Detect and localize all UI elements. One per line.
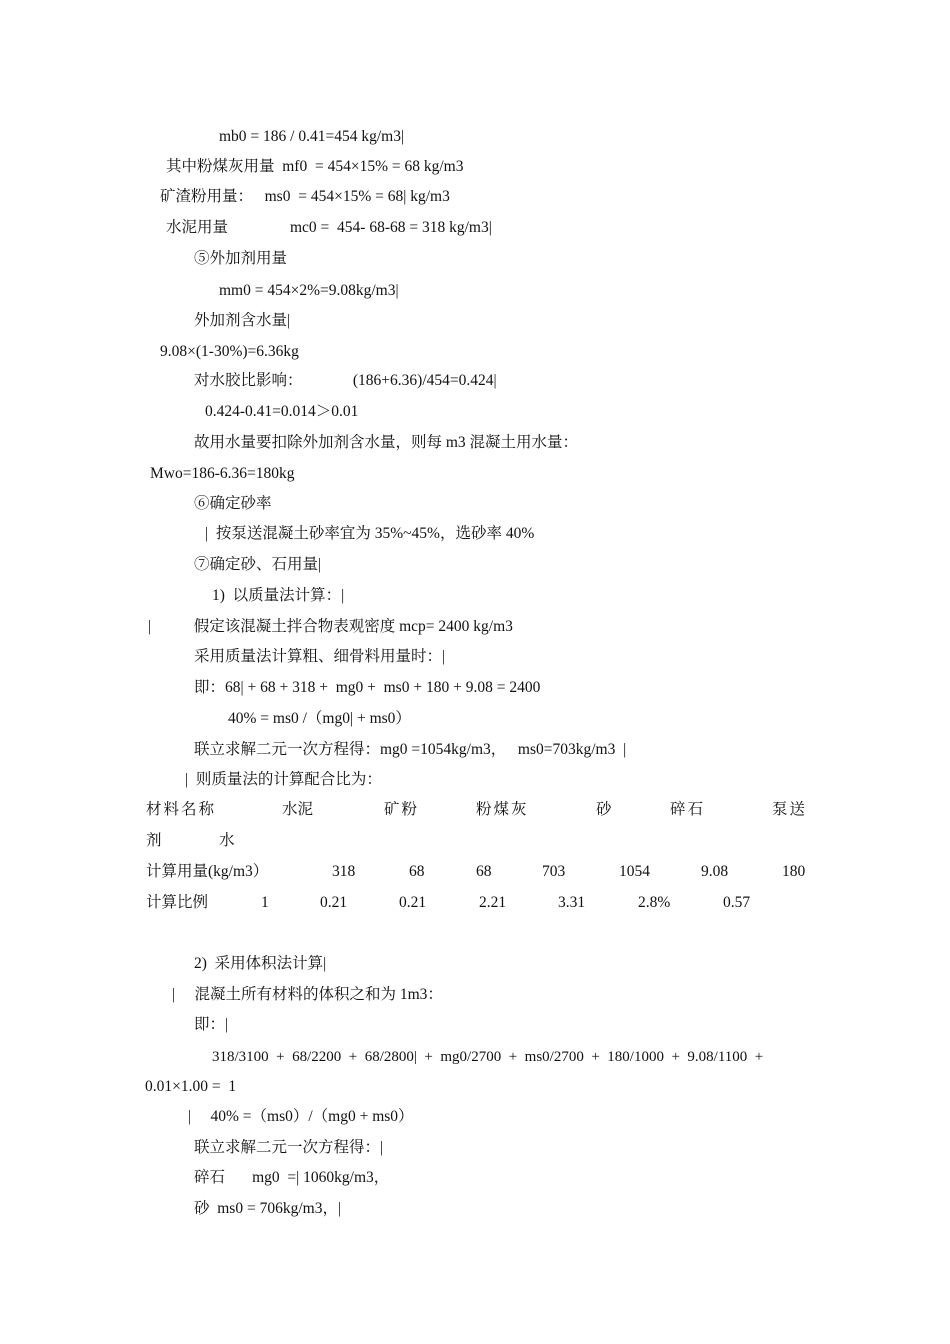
text-line: 即：|: [194, 1016, 229, 1033]
table-cell: 0.57: [723, 894, 751, 911]
text-line: ⑦确定砂、石用量|: [194, 556, 322, 573]
table-row-label: 计算比例: [146, 894, 209, 911]
text-line: ⑤外加剂用量: [194, 250, 288, 267]
text-line: 9.08×(1-30%)=6.36kg: [160, 343, 299, 360]
text-line: 0.01×1.00 = 1: [145, 1078, 237, 1095]
table-header-cell: 材料名称: [146, 801, 217, 818]
text-line: 外加剂含水量|: [194, 312, 291, 329]
text-line: | 则质量法的计算配合比为：: [185, 771, 382, 788]
text-line: 对水胶比影响： (186+6.36)/454=0.424|: [194, 372, 497, 389]
table-header-cell: 水: [219, 832, 235, 849]
table-header-cell: 粉煤灰: [476, 801, 529, 818]
text-line: 联立求解二元一次方程得：mg0 =1054kg/m3， ms0=703kg/m3 |: [194, 741, 627, 758]
text-line: 其中粉煤灰用量 mf0 = 454×15% = 68 kg/m3: [166, 158, 464, 175]
text-line: | 混凝土所有材料的体积之和为 1m3：: [172, 986, 443, 1003]
text-line: 318/3100 + 68/2200 + 68/2800| + mg0/2700 + ms0/2700 + 180/1000 + 9.08/1100 +: [212, 1049, 764, 1065]
table-row-label: 计算用量(kg/m3）: [146, 863, 269, 880]
table-cell: 2.8%: [638, 894, 671, 911]
table-header-cell: 碎石: [670, 801, 706, 818]
text-line: 即：68| + 68 + 318 + mg0 + ms0 + 180 + 9.08 = 2400: [194, 679, 541, 696]
table-cell: 68: [409, 863, 425, 880]
table-header-cell: 矿粉: [384, 801, 420, 818]
table-cell: 318: [332, 863, 356, 880]
text-line: ⑥确定砂率: [194, 495, 272, 512]
text-line: | 假定该混凝土拌合物表观密度 mcp= 2400 kg/m3: [148, 618, 513, 635]
table-header-cell: 砂: [596, 801, 612, 818]
text-line: 矿渣粉用量： ms0 = 454×15% = 68| kg/m3: [160, 188, 450, 205]
text-line: 联立求解二元一次方程得：|: [194, 1139, 384, 1156]
table-cell: 1: [261, 894, 269, 911]
text-line: 故用水量要扣除外加剂含水量，则每 m3 混凝土用水量：: [194, 434, 579, 451]
table-cell: 180: [782, 863, 806, 880]
text-line: Mwo=186-6.36=180kg: [150, 465, 295, 482]
text-line: 40% = ms0 /（mg0| + ms0）: [228, 710, 411, 727]
table-header-cell: 剂: [146, 832, 162, 849]
text-line: 采用质量法计算粗、细骨料用量时：|: [194, 648, 446, 665]
text-line: 水泥用量 mc0 = 454- 68-68 = 318 kg/m3|: [166, 219, 492, 236]
text-line: | 40% =（ms0）/（mg0 + ms0）: [188, 1108, 414, 1125]
table-header-cell: 泵送: [772, 801, 808, 818]
text-line: | 按泵送混凝土砂率宜为 35%~45%，选砂率 40%: [205, 525, 535, 542]
table-cell: 2.21: [479, 894, 507, 911]
text-line: mb0 = 186 / 0.41=454 kg/m3|: [219, 128, 405, 145]
text-line: 砂 ms0 = 706kg/m3，|: [194, 1200, 342, 1217]
table-cell: 1054: [619, 863, 650, 880]
table-cell: 9.08: [701, 863, 729, 880]
text-line: 0.424-0.41=0.014＞0.01: [205, 403, 359, 420]
text-line: 碎石 mg0 =| 1060kg/m3，: [194, 1169, 390, 1186]
table-cell: 3.31: [558, 894, 586, 911]
table-cell: 68: [476, 863, 492, 880]
text-line: 1) 以质量法计算：|: [212, 587, 345, 604]
table-cell: 0.21: [399, 894, 427, 911]
text-line: mm0 = 454×2%=9.08kg/m3|: [219, 282, 399, 299]
table-cell: 703: [542, 863, 566, 880]
text-line: 2) 采用体积法计算|: [194, 955, 327, 972]
table-header-cell: 水泥: [282, 801, 314, 818]
table-cell: 0.21: [320, 894, 348, 911]
